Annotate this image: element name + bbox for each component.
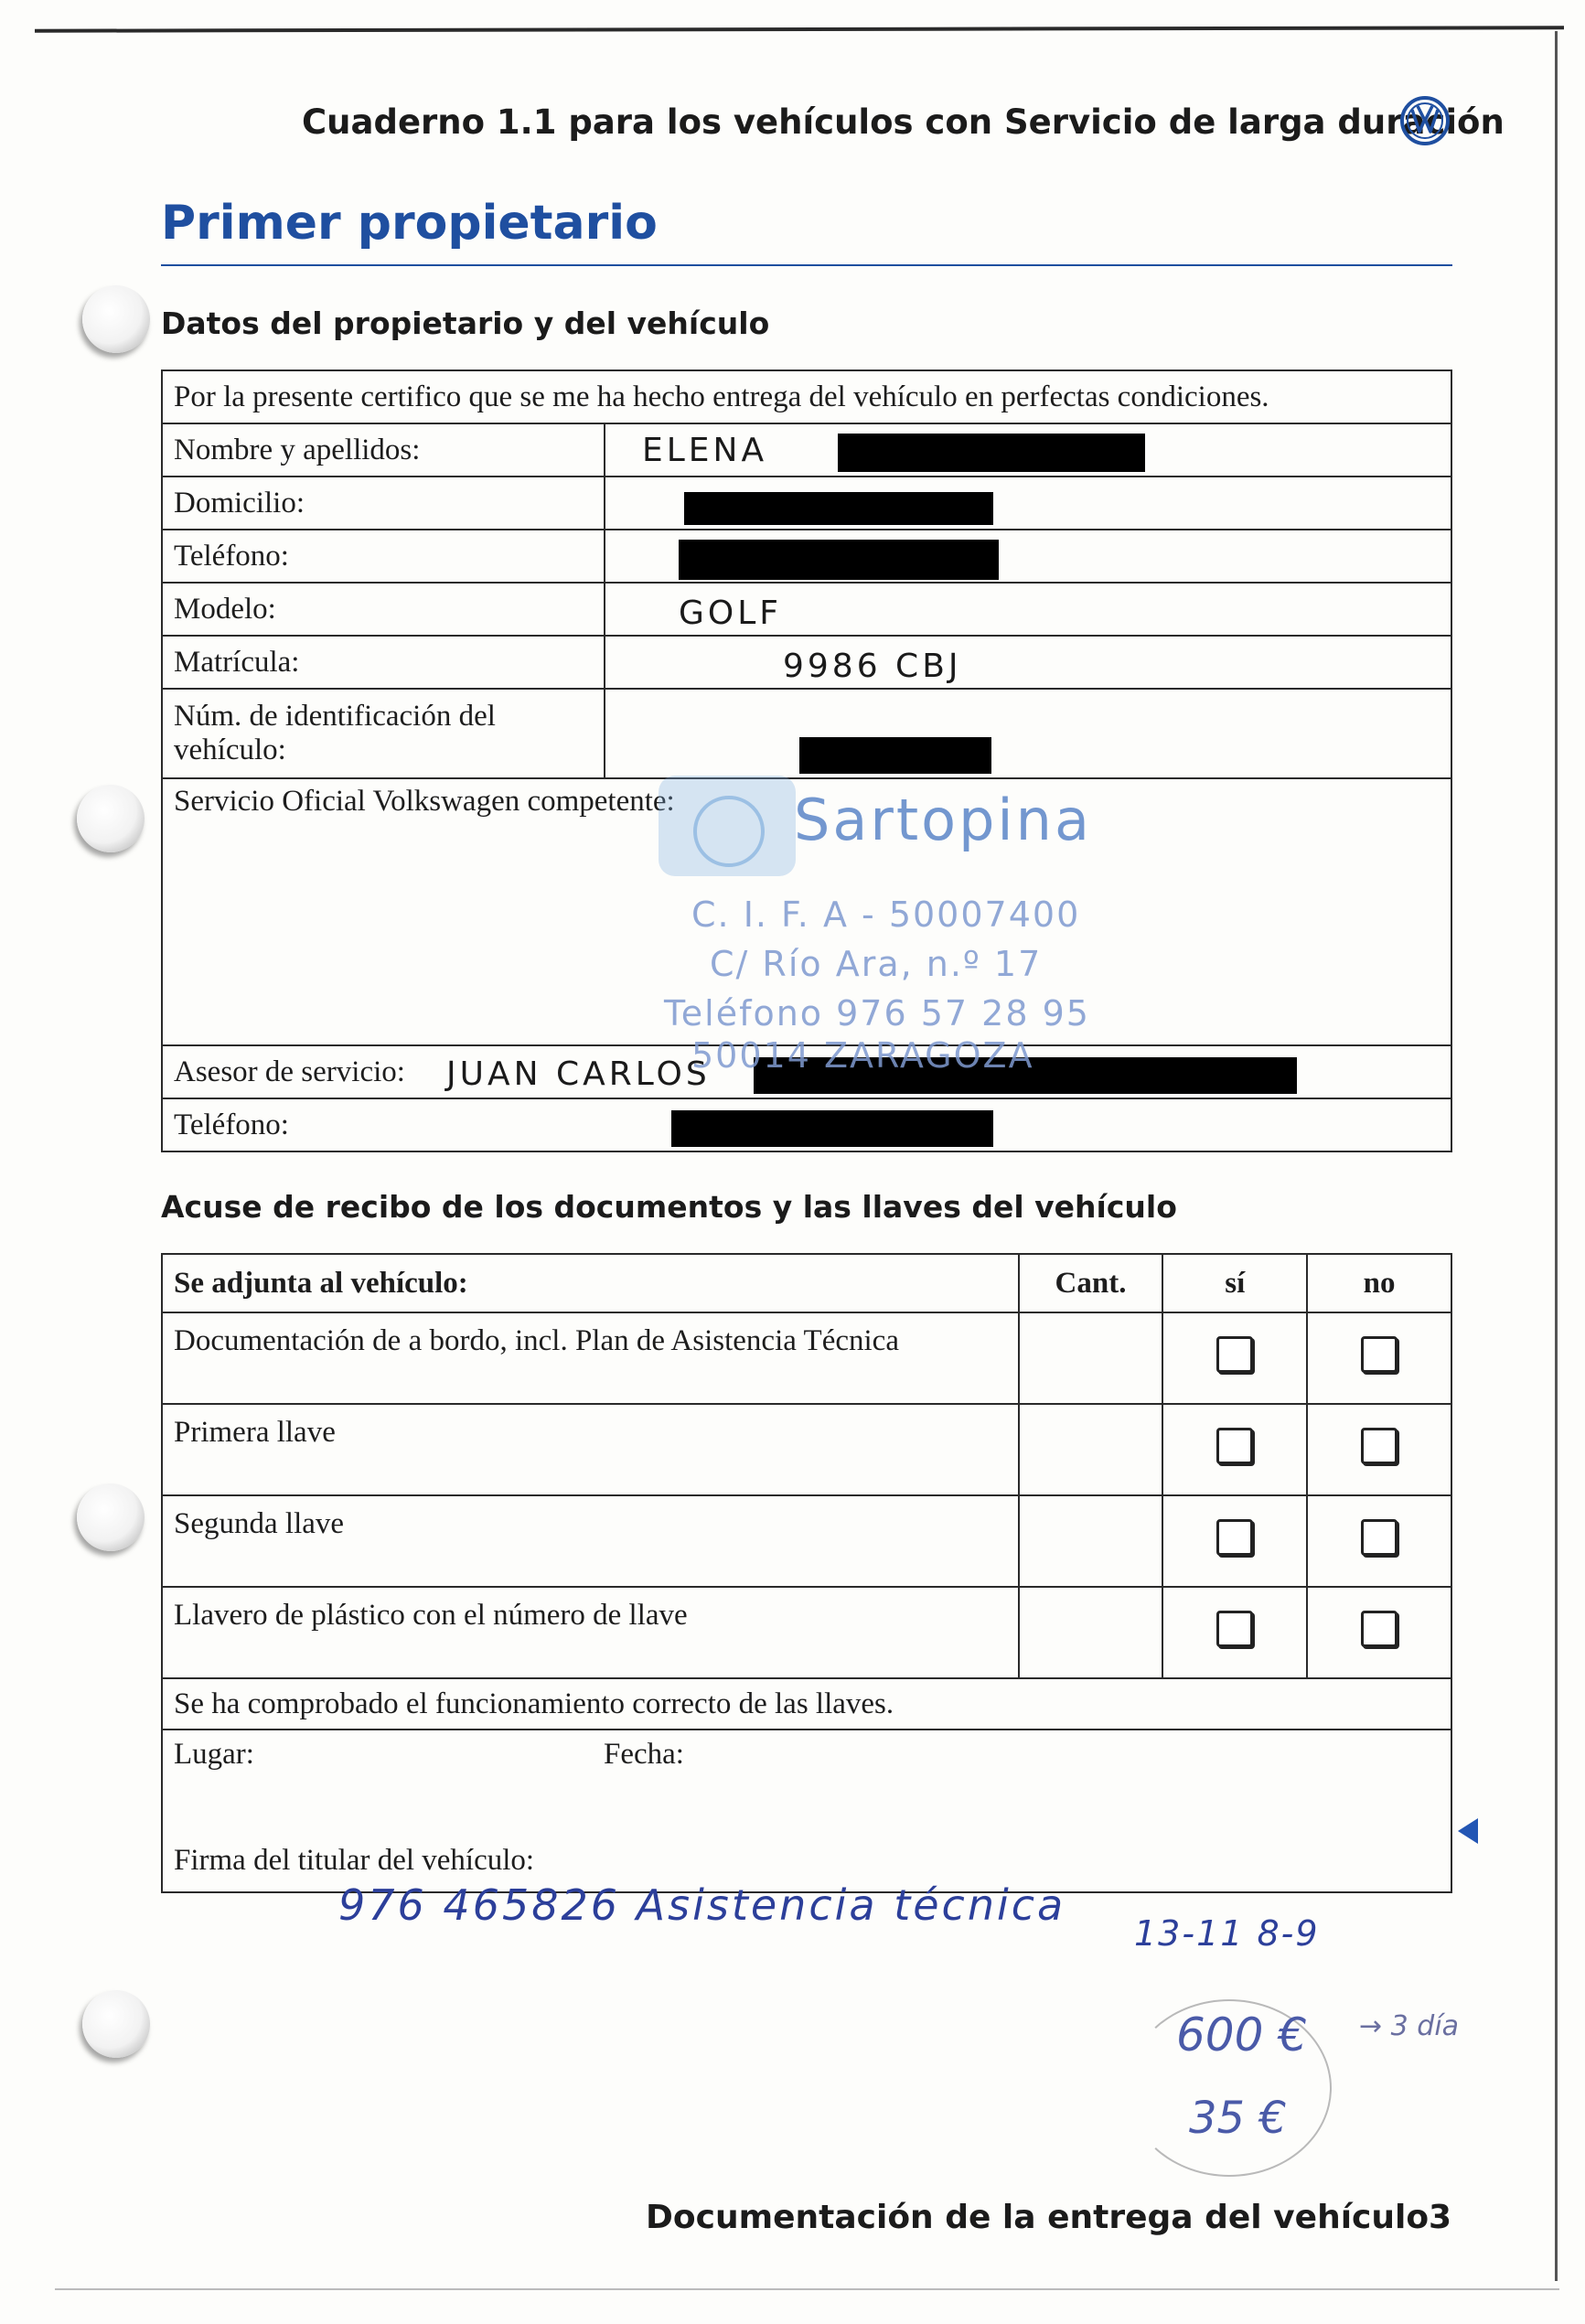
no-checkbox[interactable] — [1361, 1519, 1398, 1556]
plate-cell — [605, 636, 1451, 689]
page-bottom-edge — [55, 2288, 1559, 2290]
col-header-item: Se adjunta al vehículo: — [162, 1254, 1019, 1312]
model-value: GOLF — [679, 594, 782, 632]
punch-hole — [77, 1483, 145, 1551]
yes-checkbox[interactable] — [1216, 1519, 1253, 1556]
stamp-address: C/ Río Ara, n.º 17 — [710, 944, 1043, 984]
signature-cell — [162, 1730, 1451, 1892]
plate-value: 9986 CBJ — [783, 648, 962, 685]
footer-title: Documentación de la entrega del vehículo — [646, 2199, 1430, 2236]
advisor-value: JUAN CARLOS — [446, 1055, 711, 1093]
owner-section-heading: Datos del propietario y del vehículo — [161, 305, 770, 341]
no-checkbox[interactable] — [1361, 1336, 1398, 1373]
docs-section-heading: Acuse de recibo de los documentos y las llaves del vehículo — [161, 1189, 1177, 1225]
qty-cell[interactable] — [1019, 1404, 1163, 1495]
table-row — [162, 1312, 1451, 1404]
item-label: Primera llave — [162, 1404, 1019, 1495]
advisor-phone-cell — [162, 1098, 1451, 1151]
service-label: Servicio Oficial Volkswagen competente: — [174, 785, 675, 818]
yes-checkbox[interactable] — [1216, 1428, 1253, 1464]
stamp-cif: C. I. F. A - 50007400 — [691, 894, 1081, 935]
vw-logo-icon — [1399, 95, 1451, 146]
row-label: Núm. de identificación del vehículo: — [162, 689, 605, 778]
date-label: Fecha: — [604, 1738, 684, 1771]
keys-checked-text: Se ha comprobado el funcionamiento correcto de las llaves. — [162, 1678, 1451, 1730]
handwritten-price-1-note: → 3 día — [1359, 2010, 1460, 2042]
stamp-city: 50014 ZARAGOZA — [691, 1035, 1034, 1076]
address-cell — [605, 477, 1451, 530]
col-header-qty: Cant. — [1019, 1254, 1163, 1312]
owner-name-cell — [605, 423, 1451, 477]
row-label: Matrícula: — [162, 636, 605, 689]
redaction-bar — [684, 492, 993, 525]
stamp-vw-logo-icon — [659, 776, 796, 876]
row-label: Teléfono: — [162, 530, 605, 583]
stamp-name: Sartopina — [794, 787, 1092, 853]
place-label: Lugar: — [174, 1738, 254, 1771]
handwritten-price-2: 35 € — [1189, 2093, 1287, 2144]
col-header-yes: sí — [1162, 1254, 1307, 1312]
documents-keys-table — [161, 1253, 1452, 1893]
page-number: 3 — [1429, 2199, 1452, 2236]
row-label: Modelo: — [162, 583, 605, 636]
item-label: Segunda llave — [162, 1495, 1019, 1587]
booklet-title: Cuaderno 1.1 para los vehículos con Servicio de larga duración — [302, 102, 1505, 142]
no-checkbox[interactable] — [1361, 1611, 1398, 1647]
row-label: Nombre y apellidos: — [162, 423, 605, 477]
yes-checkbox[interactable] — [1216, 1611, 1253, 1647]
no-checkbox[interactable] — [1361, 1428, 1398, 1464]
col-header-no: no — [1307, 1254, 1451, 1312]
handwritten-phone-note: 976 465826 Asistencia técnica — [338, 1880, 1066, 1930]
redaction-bar — [799, 737, 991, 774]
page-right-edge — [1555, 31, 1558, 2281]
yes-checkbox[interactable] — [1216, 1336, 1253, 1373]
redaction-bar — [671, 1110, 993, 1147]
advisor-label: Asesor de servicio: — [174, 1055, 405, 1088]
signature-label: Firma del titular del vehículo: — [174, 1844, 535, 1877]
owner-name-value: ELENA — [642, 432, 768, 469]
table-row — [162, 1495, 1451, 1587]
redaction-bar — [838, 434, 1145, 472]
qty-cell[interactable] — [1019, 1587, 1163, 1678]
handwritten-price-1: 600 € — [1176, 2008, 1308, 2062]
dealer-stamp — [659, 770, 1134, 1076]
stamp-phone: Teléfono 976 57 28 95 — [664, 993, 1090, 1033]
table-row — [162, 1587, 1451, 1678]
phone-cell — [605, 530, 1451, 583]
page-top-edge — [35, 26, 1564, 33]
model-cell — [605, 583, 1451, 636]
certify-text: Por la presente certifico que se me ha hecho entrega del vehículo en perfectas condiciones. — [162, 370, 1451, 423]
handwritten-times: 13-11 8-9 — [1134, 1913, 1320, 1954]
advisor-phone-label: Teléfono: — [174, 1108, 289, 1141]
punch-hole — [82, 285, 150, 353]
row-label: Domicilio: — [162, 477, 605, 530]
qty-cell[interactable] — [1019, 1495, 1163, 1587]
table-row — [162, 1404, 1451, 1495]
item-label: Llavero de plástico con el número de llave — [162, 1587, 1019, 1678]
redaction-bar — [679, 540, 999, 580]
punch-hole — [77, 785, 145, 852]
punch-hole — [82, 1990, 150, 2058]
item-label: Documentación de a bordo, incl. Plan de Asistencia Técnica — [162, 1312, 1019, 1404]
vin-cell — [605, 689, 1451, 778]
section-rule — [161, 264, 1452, 266]
section-title: Primer propietario — [161, 196, 658, 251]
qty-cell[interactable] — [1019, 1312, 1163, 1404]
next-page-arrow-icon — [1458, 1818, 1478, 1844]
